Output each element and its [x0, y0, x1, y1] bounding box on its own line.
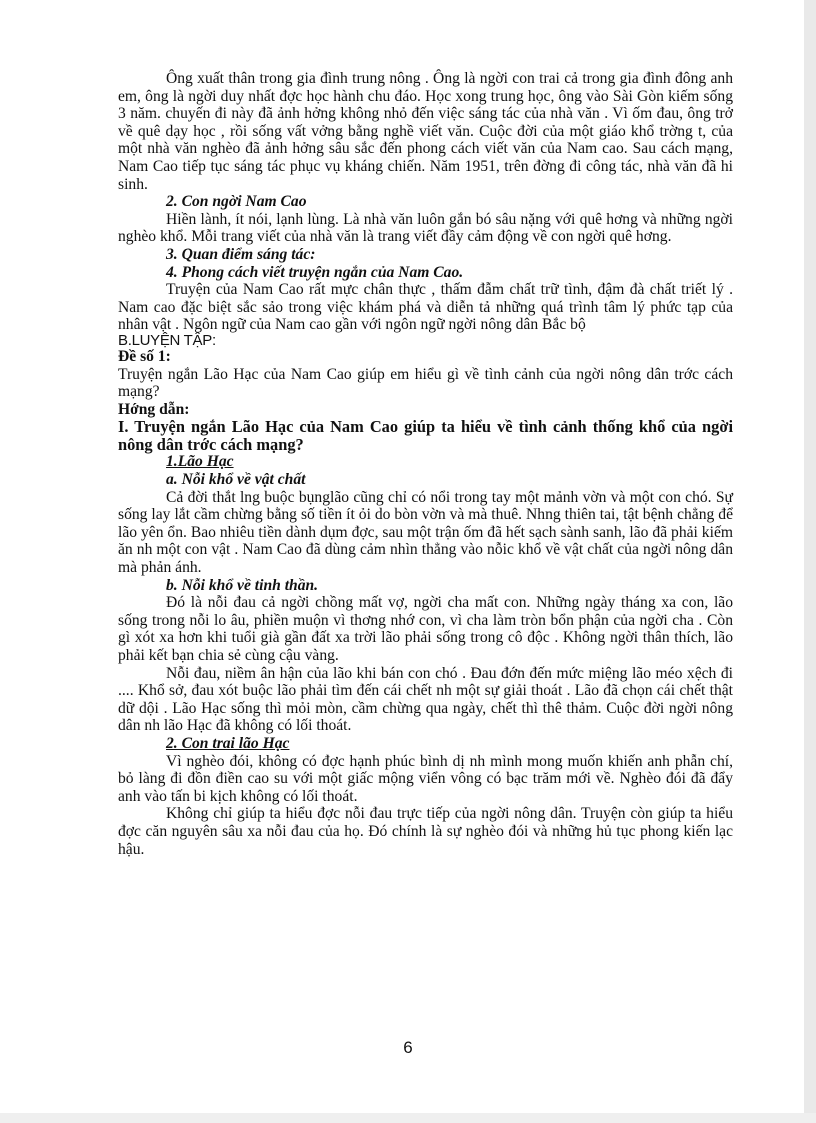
page-shadow-bottom [0, 1113, 816, 1123]
paragraph-biography: Ông xuất thân trong gia đình trung nông . Ông là ngời con trai cả trong gia đình đông anh em, ông là ngời duy nhất đợc học hành chu đáo. Học xong trung học, ông vào Sài Gòn kiếm sống 3 năm. chuyến đi này đã ảnh hởng không nhỏ đến việc sáng tác của nhà văn . Vì ốm đau, ông trở về quê dạy học , rồi sống vất vởng bằng nghề viết văn. Cuộc đời của một giáo khổ trờng t, của một nhà văn nghèo đã ảnh hởng sâu sắc đến phong cách viết văn của Nam cao. Sau cách mạng, Nam Cao tiếp tục sáng tác phục vụ kháng chiến. Năm 1951, trên đờng đi công tác, nhà văn đã hi sinh. [118, 70, 733, 193]
document-page [118, 70, 733, 858]
guide-label: Hớng dẫn: [118, 400, 190, 418]
paragraph-grief: Nỗi đau, niềm ân hận của lão khi bán con chó . Đau đớn đến mức miệng lão méo xệch đi .... Khổ sở, đau xót buộc lão phải tìm đến cái chết nh một sự giải thoát . Lão đã chọn cái chết thật dữ dội . Lão Hạc sống thì mỏi mòn, cầm chừng qua ngày, chết thì thê thảm. Cuộc đời ngời nông dân nh lão Hạc đã không có lối thoát. [118, 664, 733, 735]
section-luyen-tap: B.LUYỆN TẬP: [118, 331, 216, 349]
paragraph-conclusion: Không chỉ giúp ta hiểu đợc nỗi đau trực tiếp của ngời nông dân. Truyện còn giúp ta hiểu đợc căn nguyên sâu xa nỗi đau của họ. Đó chính là sự nghèo đói và những hủ tục phong kiến lạc hậu. [118, 805, 733, 858]
subheading-tinh-than: b. Nỗi khổ về tinh thần. [166, 576, 319, 594]
page-shadow-right [804, 0, 816, 1123]
paragraph-style: Truyện của Nam Cao rất mực chân thực , thấm đẫm chất trữ tình, đậm đà chất triết lý . Nam cao đặc biệt sắc sảo trong việc khám phá và diễn tả những quá trình tâm lý phức tạp của nhân vật . Ngôn ngữ của Nam cao gần với ngôn ngữ ngời nông dân Bắc bộ [118, 281, 733, 334]
subheading-vat-chat: a. Nỗi khổ về vật chất [166, 471, 306, 489]
paragraph-character: Hiền lành, ít nói, lạnh lùng. Là nhà văn luôn gắn bó sâu nặng với quê hơng và những ngời nghèo khổ. Mỗi trang viết của nhà văn là trang viết đầy cảm động về con ngời quê hơng. [118, 210, 733, 246]
heading-quan-diem: 3. Quan điểm sáng tác: [166, 245, 316, 263]
paragraph-son: Vì nghèo đói, không có đợc hạnh phúc bình dị nh mình mong muốn khiến anh phẫn chí, bỏ làng đi đồn điền cao su với một giấc mộng viển vông có bạc trăm mới về. Nghèo đói đã đẩy anh vào tấn bi kịch không có lối thoát. [118, 752, 733, 805]
subheading-con-trai: 2. Con trai lão Hạc [166, 734, 290, 752]
page-number: 6 [403, 1038, 413, 1057]
exercise-label: Đề số 1: [118, 347, 171, 365]
heading-con-nguoi: 2. Con ngời Nam Cao [166, 193, 307, 211]
paragraph-spiritual-hardship: Đó là nỗi đau cả ngời chồng mất vợ, ngời cha mất con. Những ngày tháng xa con, lão sống trong nỗi lo âu, phiền muộn vì thơng nhớ con, vì cha làm tròn bổn phận của ngời cha . Còn gì xót xa hơn khi tuổi già gần đất xa trời lão phải sống trong cô độc . Không ngời thân thích, lão phải kết bạn chia sẻ cùng cậu vàng. [118, 594, 733, 664]
exercise-question: Truyện ngắn Lão Hạc của Nam Cao giúp em hiểu gì về tình cảnh của ngời nông dân trớc cách mạng? [118, 365, 733, 401]
heading-phong-cach: 4. Phong cách viết truyện ngắn của Nam Cao. [166, 263, 464, 281]
subheading-lao-hac: 1.Lão Hạc [166, 453, 234, 471]
paragraph-material-hardship: Cả đời thắt lng buộc bụnglão cũng chỉ có nổi trong tay một mảnh vờn và một con chó. Sự sống lay lắt cầm chừng bằng số tiền ít ỏi do bòn vờn và mà thuê. Nhng thiên tai, tật bệnh chẳng để lão yên ổn. Bao nhiêu tiền dành dụm đợc, sau một trận ốm đã hết sạch sành sanh, lão đã phải kiếm ăn nh một con vật . Nam Cao đã dùng cảm nhìn thẳng vào nỗic khổ về vật chất của ngời nông dân mà phản ánh. [118, 488, 733, 577]
section-heading-1: I. Truyện ngắn Lão Hạc của Nam Cao giúp ta hiểu về tình cảnh thống khổ của ngời nông dân trớc cách mạng? [118, 417, 733, 454]
